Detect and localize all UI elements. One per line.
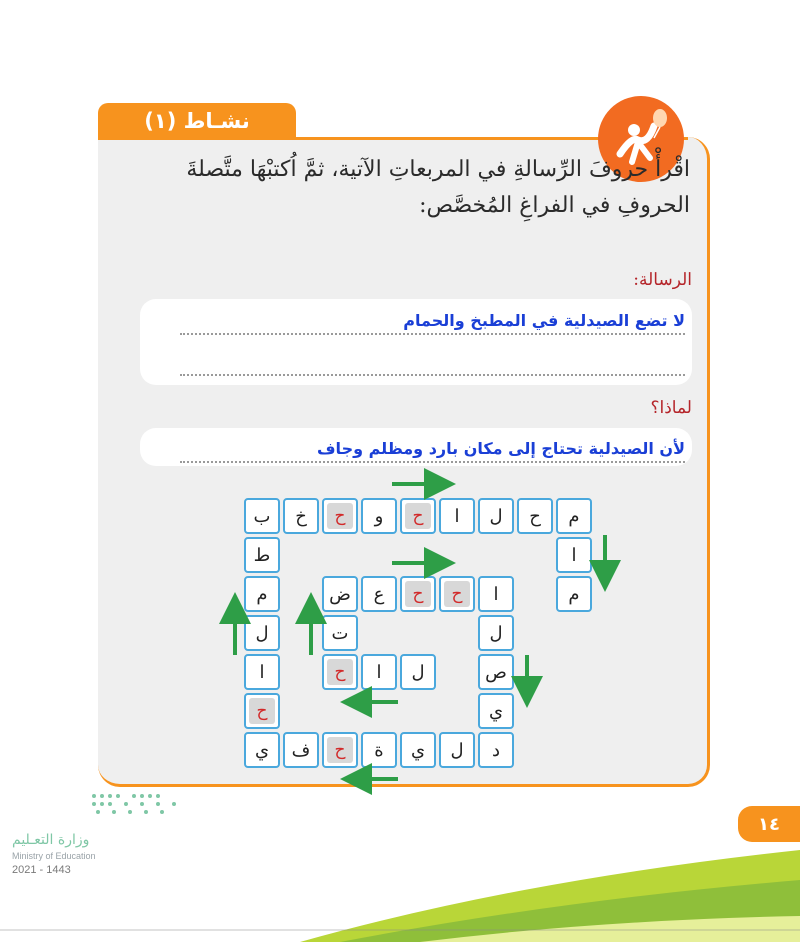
ministry-name-ar: وزارة التعـليم: [12, 832, 90, 848]
grid-letter: ح: [405, 581, 431, 607]
grid-letter: م: [256, 583, 268, 605]
grid-letter: ط: [253, 544, 271, 566]
grid-letter: ح: [529, 505, 541, 527]
grid-letter: ح: [327, 659, 353, 685]
ministry-year: 2021 - 1443: [12, 864, 71, 876]
grid-letter: م: [568, 505, 580, 527]
grid-letter: ا: [454, 505, 460, 527]
grid-letter: ف: [291, 739, 311, 761]
grid-letter: ض: [329, 583, 351, 605]
grid-letter: ا: [571, 544, 577, 566]
grid-letter: ل: [255, 622, 269, 644]
grid-letter: ي: [488, 700, 504, 722]
grid-letter: ح: [444, 581, 470, 607]
grid-letter: ب: [253, 505, 271, 527]
ministry-name-en: Ministry of Education: [12, 851, 96, 861]
footer-swoosh: [0, 820, 800, 942]
ministry-dots-icon: [88, 790, 184, 818]
grid-letter: ت: [331, 622, 349, 644]
grid-letter: ل: [489, 622, 503, 644]
grid-letter: ا: [259, 661, 265, 683]
instruction-line-2: الحروفِ في الفراغِ المُخصَّص:: [419, 193, 690, 218]
grid-letter: ح: [249, 698, 275, 724]
message-answer-text: لا تضع الصيدلية في المطبخ والحمام: [399, 311, 685, 330]
message-label: الرسالة:: [633, 270, 692, 290]
grid-letter: د: [491, 739, 500, 761]
why-answer-text: لأن الصيدلية تحتاج إلى مكان بارد ومظلم وجاف: [313, 439, 685, 458]
grid-letter: ص: [485, 661, 507, 683]
grid-letter: ح: [327, 503, 353, 529]
instruction-line-1: اقْرأْ حروفَ الرِّسالةِ في المربعاتِ الآتية، ثمَّ اُكتبْهَا متَّصلةَ: [186, 157, 690, 182]
grid-letter: ة: [374, 739, 384, 761]
grid-letter: خ: [295, 505, 307, 527]
page-number: ١٤: [738, 806, 800, 842]
grid-letter: ح: [327, 737, 353, 763]
grid-letter: ع: [373, 583, 385, 605]
grid-letter: ي: [410, 739, 426, 761]
why-label: لماذا؟: [650, 398, 692, 418]
grid-letter: ح: [405, 503, 431, 529]
grid-letter: م: [568, 583, 580, 605]
grid-letter: ل: [489, 505, 503, 527]
grid-letter: ا: [376, 661, 382, 683]
grid-letter: ي: [254, 739, 270, 761]
grid-letter: ل: [411, 661, 425, 683]
activity-title: نشـاط (١): [144, 109, 250, 133]
grid-letter: ا: [493, 583, 499, 605]
grid-letter: ل: [450, 739, 464, 761]
grid-letter: و: [374, 505, 384, 527]
